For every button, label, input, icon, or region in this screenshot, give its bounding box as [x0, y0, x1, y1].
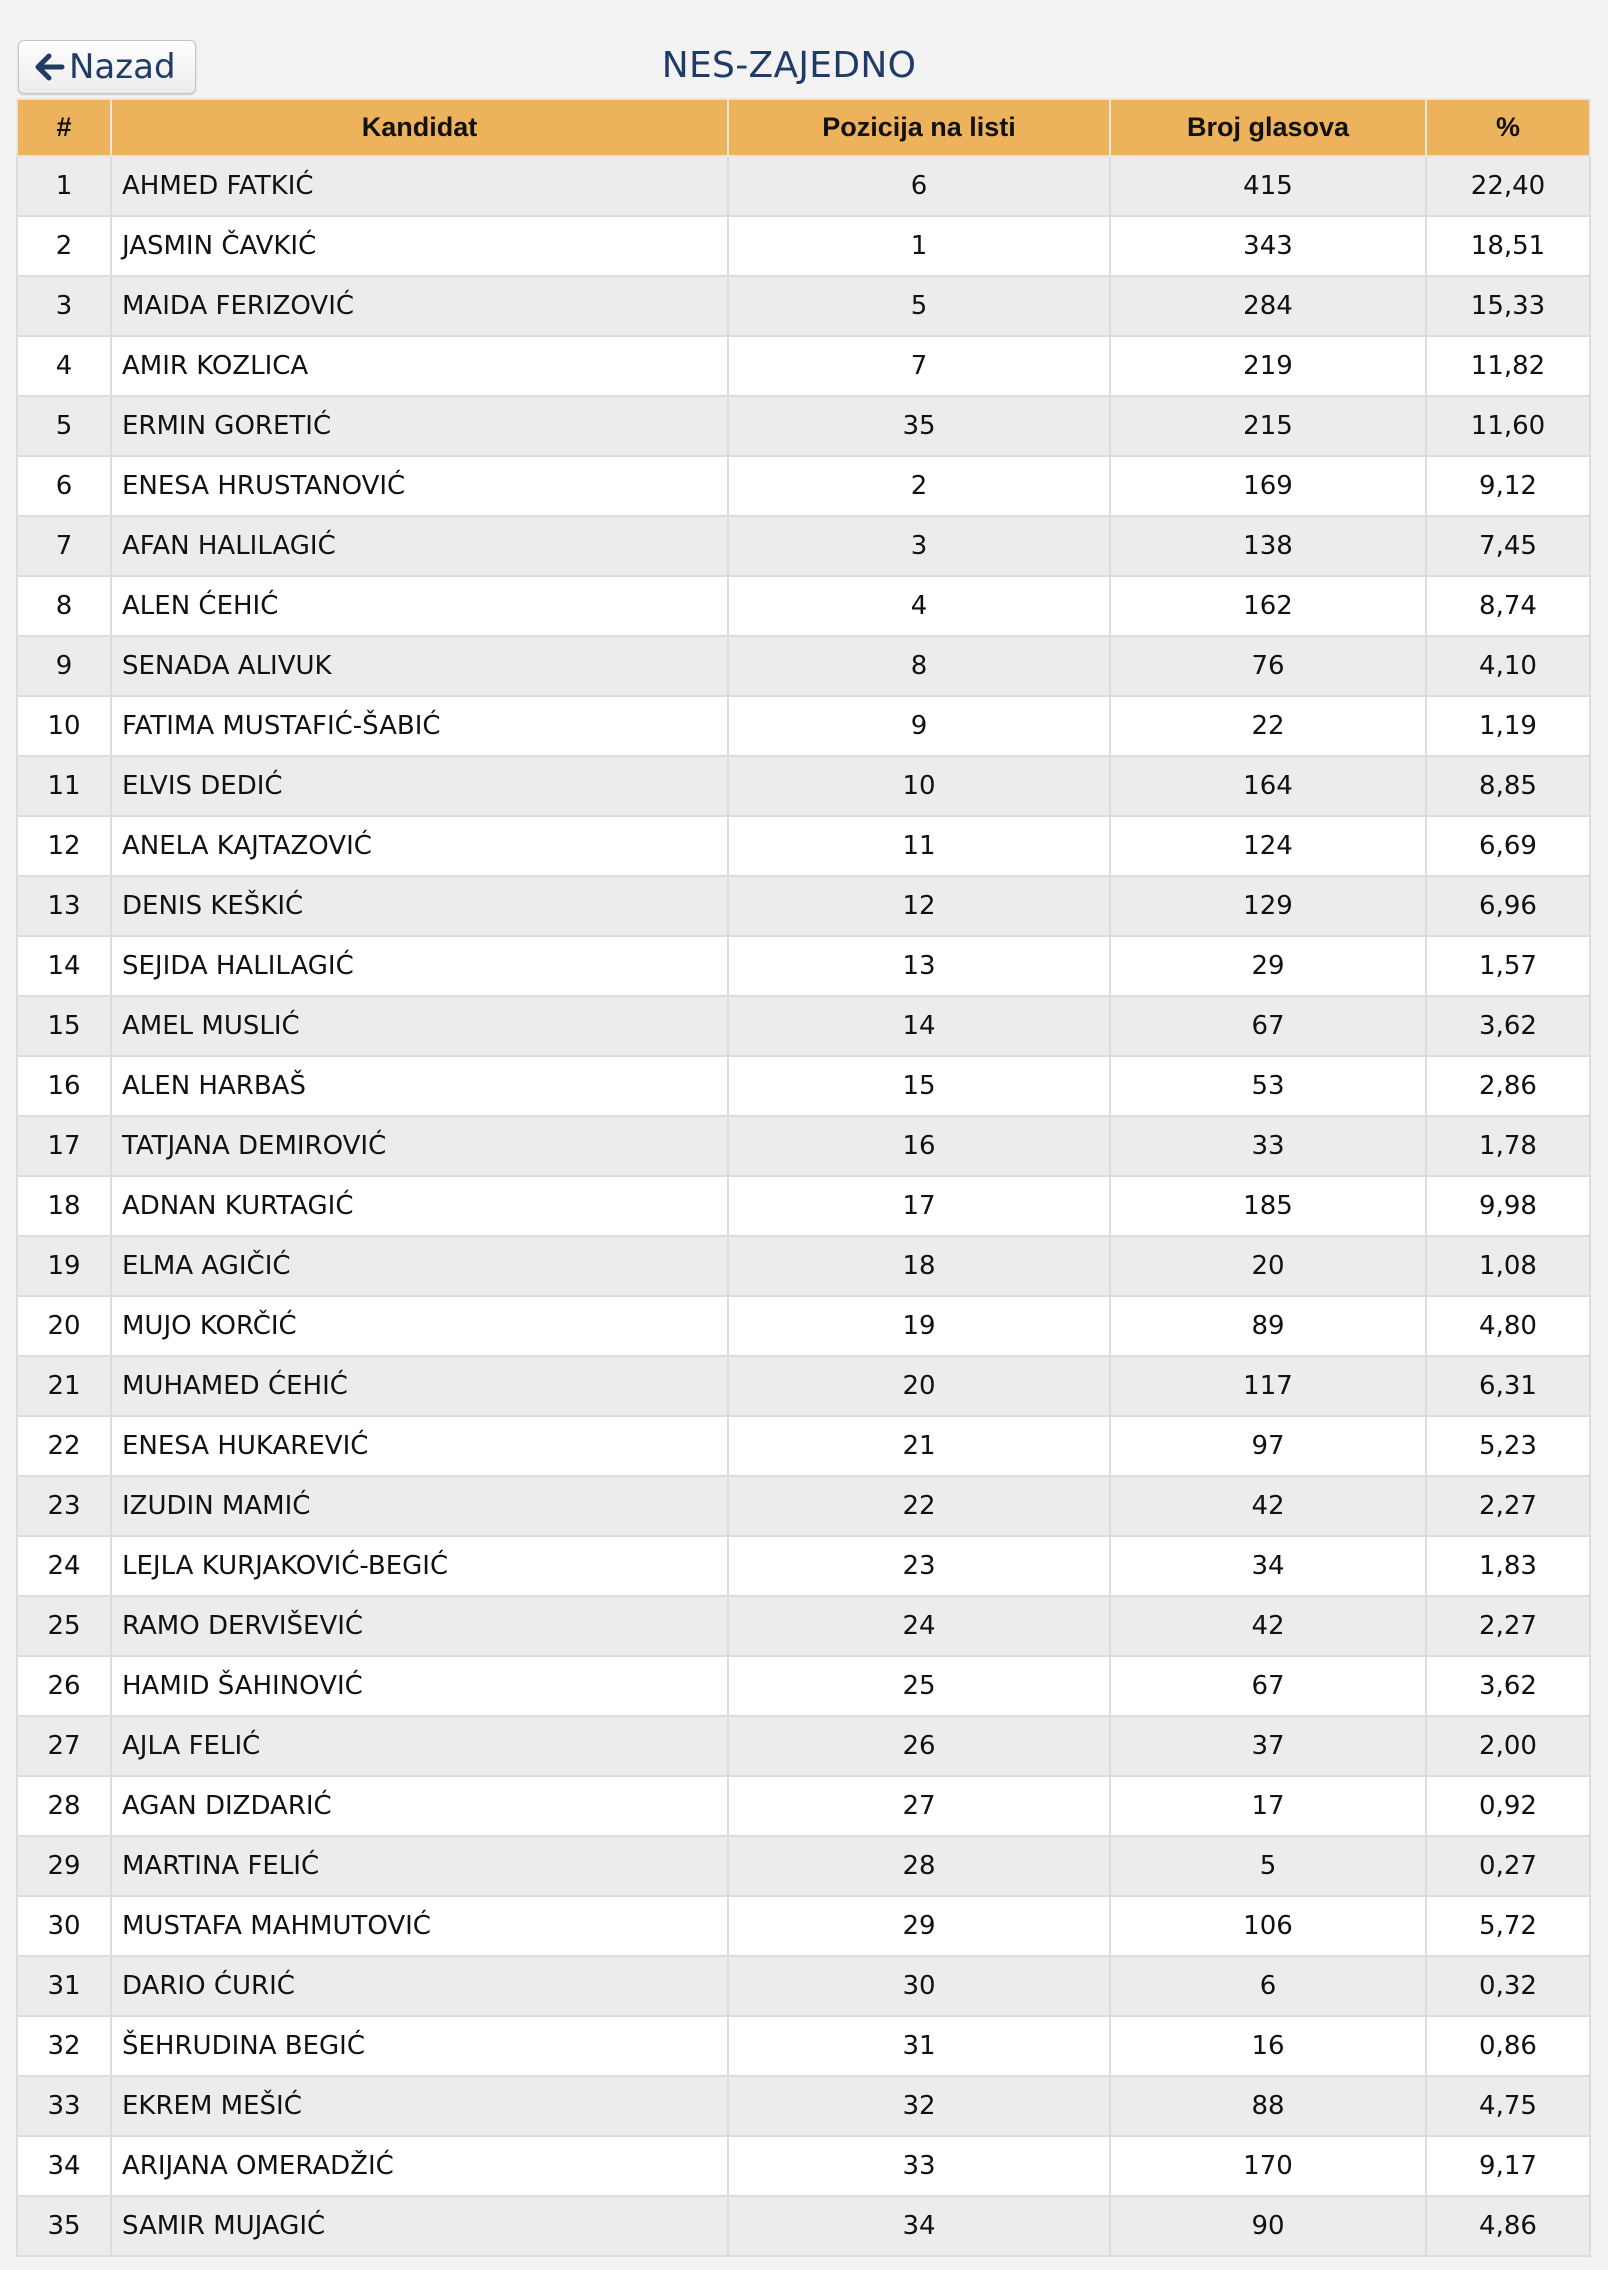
list-position: 15 [728, 1056, 1110, 1116]
table-row [17, 696, 1590, 756]
table-row [17, 2016, 1590, 2076]
list-position: 35 [728, 396, 1110, 456]
list-position: 2 [728, 456, 1110, 516]
vote-percent: 11,60 [1426, 396, 1590, 456]
row-number: 19 [17, 1236, 111, 1296]
candidate-name: LEJLA KURJAKOVIĆ-BEGIĆ [111, 1536, 728, 1596]
list-position: 3 [728, 516, 1110, 576]
vote-percent: 1,83 [1426, 1536, 1590, 1596]
list-position: 32 [728, 2076, 1110, 2136]
list-position: 27 [728, 1776, 1110, 1836]
table-row [17, 1956, 1590, 2016]
candidate-name: AGAN DIZDARIĆ [111, 1776, 728, 1836]
vote-count: 34 [1110, 1536, 1426, 1596]
row-number: 33 [17, 2076, 111, 2136]
candidate-name: SEJIDA HALILAGIĆ [111, 936, 728, 996]
table-row [17, 1596, 1590, 1656]
table-row [17, 996, 1590, 1056]
list-position: 18 [728, 1236, 1110, 1296]
vote-count: 106 [1110, 1896, 1426, 1956]
list-position: 24 [728, 1596, 1110, 1656]
vote-count: 97 [1110, 1416, 1426, 1476]
row-number: 32 [17, 2016, 111, 2076]
vote-count: 42 [1110, 1476, 1426, 1536]
table-row [17, 456, 1590, 516]
vote-percent: 4,75 [1426, 2076, 1590, 2136]
candidate-name: ELVIS DEDIĆ [111, 756, 728, 816]
list-position: 16 [728, 1116, 1110, 1176]
table-header-row [17, 99, 1590, 156]
row-number: 11 [17, 756, 111, 816]
list-position: 8 [728, 636, 1110, 696]
candidate-name: ARIJANA OMERADŽIĆ [111, 2136, 728, 2196]
candidate-name: MAIDA FERIZOVIĆ [111, 276, 728, 336]
candidate-name: FATIMA MUSTAFIĆ-ŠABIĆ [111, 696, 728, 756]
candidate-name: ŠEHRUDINA BEGIĆ [111, 2016, 728, 2076]
list-position: 17 [728, 1176, 1110, 1236]
table-row [17, 1836, 1590, 1896]
vote-count: 138 [1110, 516, 1426, 576]
vote-count: 343 [1110, 216, 1426, 276]
table-row [17, 816, 1590, 876]
candidate-name: AMEL MUSLIĆ [111, 996, 728, 1056]
row-number: 8 [17, 576, 111, 636]
vote-percent: 9,17 [1426, 2136, 1590, 2196]
table-row [17, 1776, 1590, 1836]
vote-percent: 3,62 [1426, 1656, 1590, 1716]
table-row [17, 216, 1590, 276]
results-table [16, 98, 1591, 2257]
vote-count: 215 [1110, 396, 1426, 456]
vote-percent: 15,33 [1426, 276, 1590, 336]
candidate-name: MUJO KORČIĆ [111, 1296, 728, 1356]
column-header-percent: % [1426, 99, 1590, 156]
row-number: 26 [17, 1656, 111, 1716]
row-number: 2 [17, 216, 111, 276]
table-row [17, 1356, 1590, 1416]
row-number: 24 [17, 1536, 111, 1596]
vote-count: 20 [1110, 1236, 1426, 1296]
row-number: 18 [17, 1176, 111, 1236]
vote-percent: 9,12 [1426, 456, 1590, 516]
candidate-name: EKREM MEŠIĆ [111, 2076, 728, 2136]
vote-percent: 1,08 [1426, 1236, 1590, 1296]
table-row [17, 156, 1590, 216]
candidate-name: HAMID ŠAHINOVIĆ [111, 1656, 728, 1716]
row-number: 27 [17, 1716, 111, 1776]
table-row [17, 1476, 1590, 1536]
vote-percent: 0,86 [1426, 2016, 1590, 2076]
list-position: 22 [728, 1476, 1110, 1536]
table-row [17, 2076, 1590, 2136]
candidate-name: RAMO DERVIŠEVIĆ [111, 1596, 728, 1656]
candidate-name: MARTINA FELIĆ [111, 1836, 728, 1896]
table-row [17, 2136, 1590, 2196]
row-number: 14 [17, 936, 111, 996]
vote-count: 29 [1110, 936, 1426, 996]
row-number: 31 [17, 1956, 111, 2016]
list-position: 30 [728, 1956, 1110, 2016]
list-position: 10 [728, 756, 1110, 816]
table-row [17, 276, 1590, 336]
vote-percent: 2,27 [1426, 1596, 1590, 1656]
row-number: 30 [17, 1896, 111, 1956]
table-row [17, 516, 1590, 576]
vote-percent: 6,69 [1426, 816, 1590, 876]
table-row [17, 1236, 1590, 1296]
vote-count: 5 [1110, 1836, 1426, 1896]
candidate-name: ERMIN GORETIĆ [111, 396, 728, 456]
candidate-name: DARIO ĆURIĆ [111, 1956, 728, 2016]
vote-percent: 7,45 [1426, 516, 1590, 576]
candidate-name: TATJANA DEMIROVIĆ [111, 1116, 728, 1176]
vote-percent: 9,98 [1426, 1176, 1590, 1236]
candidate-name: AHMED FATKIĆ [111, 156, 728, 216]
candidate-name: JASMIN ČAVKIĆ [111, 216, 728, 276]
list-position: 20 [728, 1356, 1110, 1416]
vote-count: 284 [1110, 276, 1426, 336]
list-position: 26 [728, 1716, 1110, 1776]
column-header-number: # [17, 99, 111, 156]
table-row [17, 936, 1590, 996]
table-row [17, 2196, 1590, 2256]
vote-percent: 22,40 [1426, 156, 1590, 216]
list-position: 34 [728, 2196, 1110, 2256]
list-position: 31 [728, 2016, 1110, 2076]
column-header-votes: Broj glasova [1110, 99, 1426, 156]
candidate-name: MUHAMED ĆEHIĆ [111, 1356, 728, 1416]
vote-count: 415 [1110, 156, 1426, 216]
table-row [17, 756, 1590, 816]
candidate-name: DENIS KEŠKIĆ [111, 876, 728, 936]
candidate-name: ENESA HRUSTANOVIĆ [111, 456, 728, 516]
vote-percent: 4,10 [1426, 636, 1590, 696]
row-number: 35 [17, 2196, 111, 2256]
list-position: 23 [728, 1536, 1110, 1596]
column-header-candidate: Kandidat [111, 99, 728, 156]
vote-count: 42 [1110, 1596, 1426, 1656]
candidate-name: SAMIR MUJAGIĆ [111, 2196, 728, 2256]
candidate-name: SENADA ALIVUK [111, 636, 728, 696]
vote-count: 162 [1110, 576, 1426, 636]
candidate-name: ADNAN KURTAGIĆ [111, 1176, 728, 1236]
row-number: 17 [17, 1116, 111, 1176]
vote-percent: 3,62 [1426, 996, 1590, 1056]
vote-count: 117 [1110, 1356, 1426, 1416]
vote-count: 16 [1110, 2016, 1426, 2076]
vote-percent: 1,57 [1426, 936, 1590, 996]
vote-count: 33 [1110, 1116, 1426, 1176]
vote-percent: 2,00 [1426, 1716, 1590, 1776]
list-position: 13 [728, 936, 1110, 996]
list-position: 14 [728, 996, 1110, 1056]
table-row [17, 1896, 1590, 1956]
table-row [17, 1416, 1590, 1476]
candidate-name: ALEN ĆEHIĆ [111, 576, 728, 636]
vote-count: 6 [1110, 1956, 1426, 2016]
table-row [17, 1116, 1590, 1176]
row-number: 4 [17, 336, 111, 396]
row-number: 15 [17, 996, 111, 1056]
candidate-name: AFAN HALILAGIĆ [111, 516, 728, 576]
table-row [17, 576, 1590, 636]
row-number: 1 [17, 156, 111, 216]
row-number: 23 [17, 1476, 111, 1536]
table-row [17, 1296, 1590, 1356]
vote-percent: 8,85 [1426, 756, 1590, 816]
row-number: 9 [17, 636, 111, 696]
table-body [17, 156, 1590, 2256]
vote-percent: 4,80 [1426, 1296, 1590, 1356]
vote-count: 67 [1110, 1656, 1426, 1716]
candidate-name: ANELA KAJTAZOVIĆ [111, 816, 728, 876]
table-row [17, 1536, 1590, 1596]
row-number: 5 [17, 396, 111, 456]
row-number: 25 [17, 1596, 111, 1656]
vote-count: 169 [1110, 456, 1426, 516]
candidate-name: IZUDIN MAMIĆ [111, 1476, 728, 1536]
candidate-name: MUSTAFA MAHMUTOVIĆ [111, 1896, 728, 1956]
row-number: 21 [17, 1356, 111, 1416]
row-number: 16 [17, 1056, 111, 1116]
list-position: 7 [728, 336, 1110, 396]
row-number: 29 [17, 1836, 111, 1896]
row-number: 12 [17, 816, 111, 876]
table-row [17, 336, 1590, 396]
vote-count: 67 [1110, 996, 1426, 1056]
vote-count: 37 [1110, 1716, 1426, 1776]
back-button-label: Nazad [69, 47, 176, 87]
list-position: 21 [728, 1416, 1110, 1476]
row-number: 34 [17, 2136, 111, 2196]
list-position: 33 [728, 2136, 1110, 2196]
table-row [17, 1656, 1590, 1716]
vote-percent: 6,31 [1426, 1356, 1590, 1416]
list-position: 9 [728, 696, 1110, 756]
list-position: 29 [728, 1896, 1110, 1956]
vote-count: 90 [1110, 2196, 1426, 2256]
vote-count: 129 [1110, 876, 1426, 936]
vote-percent: 6,96 [1426, 876, 1590, 936]
candidate-name: AMIR KOZLICA [111, 336, 728, 396]
table-row [17, 876, 1590, 936]
vote-percent: 5,23 [1426, 1416, 1590, 1476]
vote-count: 219 [1110, 336, 1426, 396]
table-row [17, 1056, 1590, 1116]
vote-percent: 4,86 [1426, 2196, 1590, 2256]
vote-count: 89 [1110, 1296, 1426, 1356]
vote-percent: 1,78 [1426, 1116, 1590, 1176]
vote-count: 124 [1110, 816, 1426, 876]
vote-percent: 18,51 [1426, 216, 1590, 276]
list-position: 19 [728, 1296, 1110, 1356]
vote-percent: 0,32 [1426, 1956, 1590, 2016]
vote-percent: 1,19 [1426, 696, 1590, 756]
table-row [17, 396, 1590, 456]
list-position: 5 [728, 276, 1110, 336]
vote-percent: 8,74 [1426, 576, 1590, 636]
candidate-name: ALEN HARBAŠ [111, 1056, 728, 1116]
row-number: 28 [17, 1776, 111, 1836]
row-number: 22 [17, 1416, 111, 1476]
vote-count: 76 [1110, 636, 1426, 696]
page-title: NES-ZAJEDNO [661, 45, 917, 86]
row-number: 7 [17, 516, 111, 576]
vote-count: 88 [1110, 2076, 1426, 2136]
row-number: 13 [17, 876, 111, 936]
list-position: 12 [728, 876, 1110, 936]
table-row [17, 1176, 1590, 1236]
vote-percent: 0,92 [1426, 1776, 1590, 1836]
vote-count: 185 [1110, 1176, 1426, 1236]
list-position: 4 [728, 576, 1110, 636]
table-row [17, 1716, 1590, 1776]
vote-count: 164 [1110, 756, 1426, 816]
vote-percent: 2,27 [1426, 1476, 1590, 1536]
candidate-name: AJLA FELIĆ [111, 1716, 728, 1776]
vote-percent: 0,27 [1426, 1836, 1590, 1896]
row-number: 20 [17, 1296, 111, 1356]
vote-count: 53 [1110, 1056, 1426, 1116]
candidate-name: ELMA AGIČIĆ [111, 1236, 728, 1296]
row-number: 6 [17, 456, 111, 516]
row-number: 10 [17, 696, 111, 756]
candidate-name: ENESA HUKAREVIĆ [111, 1416, 728, 1476]
vote-percent: 2,86 [1426, 1056, 1590, 1116]
vote-percent: 11,82 [1426, 336, 1590, 396]
vote-count: 22 [1110, 696, 1426, 756]
list-position: 1 [728, 216, 1110, 276]
list-position: 6 [728, 156, 1110, 216]
vote-count: 170 [1110, 2136, 1426, 2196]
column-header-list-position: Pozicija na listi [728, 99, 1110, 156]
list-position: 11 [728, 816, 1110, 876]
list-position: 25 [728, 1656, 1110, 1716]
table-row [17, 636, 1590, 696]
vote-percent: 5,72 [1426, 1896, 1590, 1956]
vote-count: 17 [1110, 1776, 1426, 1836]
list-position: 28 [728, 1836, 1110, 1896]
row-number: 3 [17, 276, 111, 336]
